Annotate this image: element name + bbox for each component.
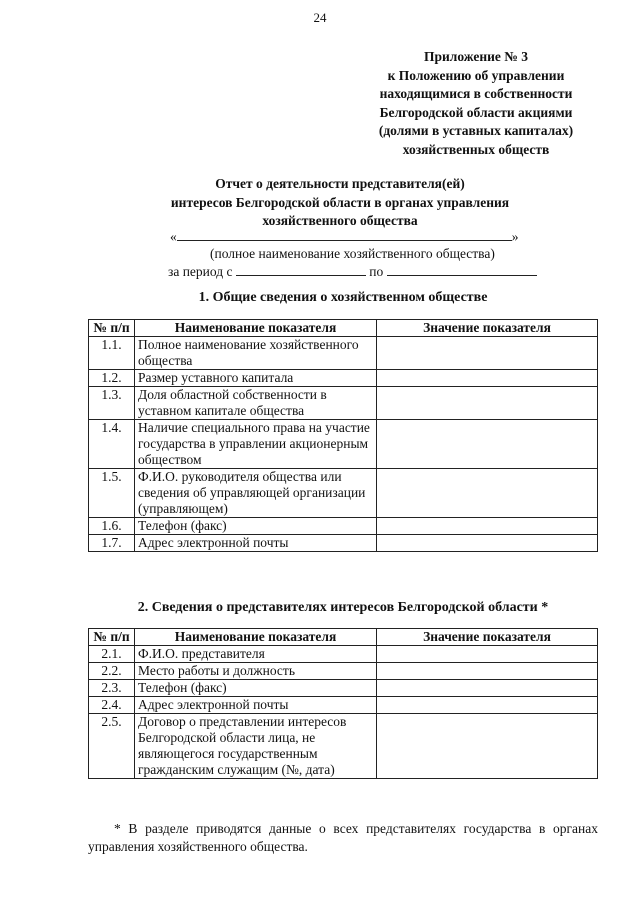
row-value xyxy=(377,337,598,370)
appendix-line: хозяйственных обществ xyxy=(402,141,550,157)
row-num: 1.5. xyxy=(89,469,135,518)
appendix-line: (долями в уставных капиталах) xyxy=(378,123,574,138)
row-value xyxy=(377,518,598,535)
row-name: Адрес электронной почты xyxy=(135,697,377,714)
row-num: 1.7. xyxy=(89,535,135,552)
report-title-line: хозяйственного общества xyxy=(262,213,418,228)
table-row xyxy=(89,535,598,552)
row-num: 2.5. xyxy=(89,714,135,779)
report-title-line: Отчет о деятельности представителя(ей) xyxy=(215,176,465,191)
period-to-label: по xyxy=(369,264,384,279)
row-value xyxy=(377,714,598,779)
quote-close: » xyxy=(511,229,519,244)
row-value xyxy=(377,387,598,420)
row-num: 2.4. xyxy=(89,697,135,714)
period-line xyxy=(168,263,537,280)
row-num: 1.3. xyxy=(89,387,135,420)
report-title xyxy=(140,175,540,231)
row-num: 2.3. xyxy=(89,680,135,697)
row-value xyxy=(377,535,598,552)
header-num: № п/п xyxy=(89,629,135,646)
row-value xyxy=(377,370,598,387)
period-from-label: за период с xyxy=(168,264,233,279)
row-name: Размер уставного капитала xyxy=(135,370,377,387)
row-name: Полное наименование хозяйственного общества xyxy=(135,337,377,370)
header-value: Значение показателя xyxy=(377,320,598,337)
table-row xyxy=(89,646,598,663)
row-name: Доля областной собственности в уставном капитале общества xyxy=(135,387,377,420)
header-name: Наименование показателя xyxy=(135,629,377,646)
row-name: Место работы и должность xyxy=(135,663,377,680)
appendix-header xyxy=(352,48,600,159)
table-row xyxy=(89,387,598,420)
table-header-row xyxy=(89,320,598,337)
row-num: 1.1. xyxy=(89,337,135,370)
row-num: 1.4. xyxy=(89,420,135,469)
section1-heading: 1. Общие сведения о хозяйственном обществе xyxy=(198,290,488,305)
header-value: Значение показателя xyxy=(377,629,598,646)
table-row xyxy=(89,337,598,370)
row-value xyxy=(377,663,598,680)
table-row xyxy=(89,680,598,697)
section1-table xyxy=(88,319,598,552)
company-name-caption: (полное наименование хозяйственного общества) xyxy=(210,246,495,261)
row-name: Телефон (факс) xyxy=(135,680,377,697)
row-value xyxy=(377,469,598,518)
row-value xyxy=(377,680,598,697)
company-name-blank xyxy=(177,228,512,241)
quote-open: « xyxy=(170,229,177,244)
table-row xyxy=(89,714,598,779)
header-name: Наименование показателя xyxy=(135,320,377,337)
section2-heading: 2. Сведения о представителях интересов Белгородской области * xyxy=(137,600,549,615)
table-row xyxy=(89,469,598,518)
row-name: Ф.И.О. представителя xyxy=(135,646,377,663)
row-name: Телефон (факс) xyxy=(135,518,377,535)
appendix-line: Приложение № 3 xyxy=(424,49,528,64)
table-header-row xyxy=(89,629,598,646)
table-row xyxy=(89,697,598,714)
row-num: 1.2. xyxy=(89,370,135,387)
row-num: 1.6. xyxy=(89,518,135,535)
row-name: Адрес электронной почты xyxy=(135,535,377,552)
appendix-line: к Положению об управлении xyxy=(387,67,565,83)
row-num: 2.2. xyxy=(89,663,135,680)
period-from-blank xyxy=(236,263,366,276)
section2-table xyxy=(88,628,598,779)
company-name-line xyxy=(170,228,519,245)
page-number: 24 xyxy=(313,10,327,25)
row-value xyxy=(377,646,598,663)
header-num: № п/п xyxy=(89,320,135,337)
row-name: Договор о представлении интересов Белгородской области лица, не являющегося государственным гражданским служащим (№, дата) xyxy=(135,714,377,779)
table-row xyxy=(89,663,598,680)
row-value xyxy=(377,420,598,469)
row-value xyxy=(377,697,598,714)
table-row xyxy=(89,518,598,535)
table-row xyxy=(89,420,598,469)
footnote: * В разделе приводятся данные о всех представителях государства в органах управления хозяйственного общества. xyxy=(88,821,598,854)
appendix-line: находящимися в собственности xyxy=(379,86,573,101)
row-name: Ф.И.О. руководителя общества или сведения об управляющей организации (управляющем) xyxy=(135,469,377,518)
row-name: Наличие специального права на участие государства в управлении акционерным обществом xyxy=(135,420,377,469)
period-to-blank xyxy=(387,263,537,276)
report-title-line: интересов Белгородской области в органах управления xyxy=(170,194,510,210)
table-row xyxy=(89,370,598,387)
appendix-line: Белгородской области акциями xyxy=(379,104,573,120)
row-num: 2.1. xyxy=(89,646,135,663)
